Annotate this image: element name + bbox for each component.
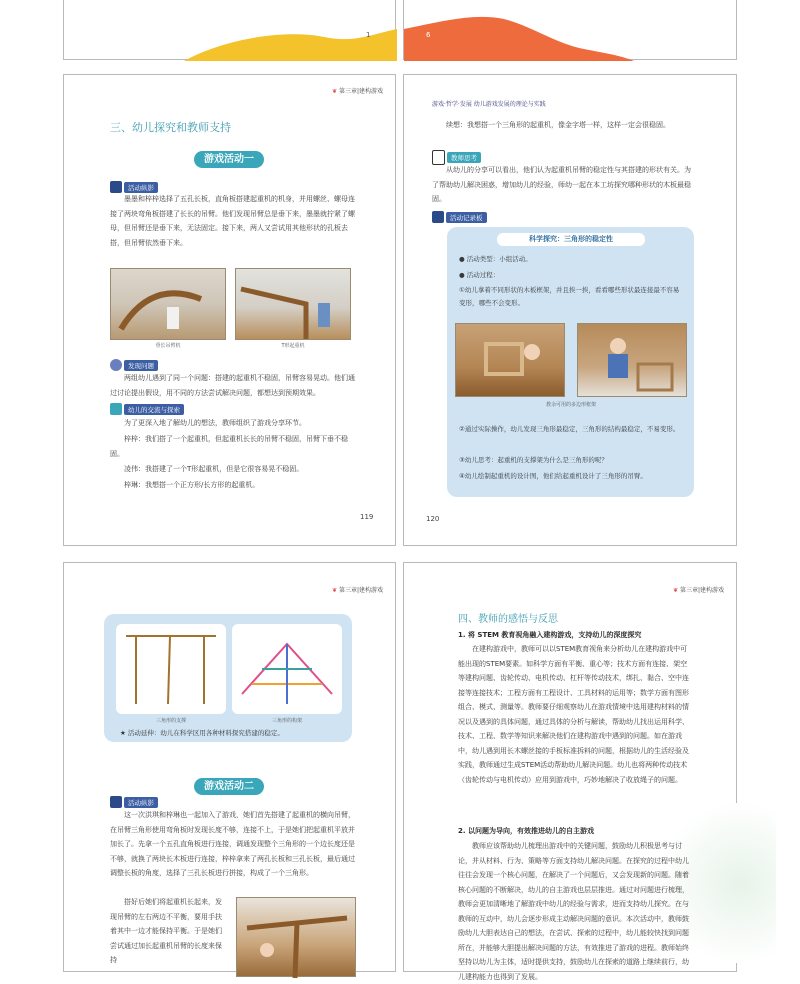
box-title: 科学探究：三角形的稳定性 (497, 233, 645, 246)
drawing-triangle-support (116, 624, 226, 714)
chapter-header: ❦ 第三章|建构游戏 (332, 587, 383, 594)
book-header: 游戏·哲学·发展 幼儿游戏发展的理论与实践 (432, 101, 546, 108)
science-inquiry-box (447, 227, 694, 497)
paragraph: 续想：我想搭一个三角形的起重机，像金字塔一样，这样一定会很稳固。 (446, 121, 670, 129)
photo-caption: 教余可用的多边形框架 (545, 402, 596, 408)
subheading: 2. 以问题为导向，有效推进幼儿的自主游戏 (458, 827, 594, 835)
bird-icon: ❦ (332, 88, 338, 95)
page-121 (63, 562, 396, 972)
photo-frames-1 (455, 323, 565, 397)
board-icon (432, 211, 444, 223)
paragraph: 这一次洪琪和梓琳也一起加入了游戏，她们首先搭建了起重机的横向吊臂，在吊臂三角形使用弯角板时发现长度不够，连接不上，于是她们把起重机平放并加长了。先拿一个五孔直角板进行连接，调通发现整个三角形的一个边长度还是不够，就换了两块长木板进行连接，梓梓拿来了两孔长板和三孔长板，最后通过调整长板的角度，选择了三孔长板进行拼接，构成了一个三角形。 (110, 811, 355, 877)
page-top-right (403, 0, 737, 60)
bird-icon: ❦ (673, 587, 679, 594)
page-120 (403, 74, 737, 546)
hand-icon (110, 403, 122, 415)
paragraph: 梓琳：我想搭一个正方形/长方形的起重机。 (124, 481, 260, 489)
drawing-caption: 三角形的支撑 (155, 718, 186, 724)
paragraph: 梓梓：我们搭了一个起重机，但起重机长长的吊臂不稳固，吊臂下垂不稳固。 (110, 435, 348, 458)
paragraph: 墨墨和梓梓选择了五孔长板，直角板搭建起重机的机身，并用螺丝、螺母连接了两块弯角板搭建了长长的吊臂。他们发现吊臂总是垂下来，墨墨就拧紧了螺母，但吊臂还是垂下来，无法固定。接下来，两人又尝试用其他形状的孔板去搭，但吊臂依然垂下来。 (110, 195, 355, 247)
tag-teacher-thinking: 教师思考 (432, 150, 481, 165)
page-119 (63, 74, 396, 546)
photo-caption: T形起重机 (281, 343, 305, 349)
chapter-header: ❦ 第三章|建构游戏 (332, 88, 383, 95)
list-item: ④幼儿绘制起重机的设计图，他们给起重机设计了三角形的吊臂。 (459, 472, 647, 480)
activity-pill: 游戏活动一 (194, 151, 264, 168)
subheading: 1. 将 STEM 教育视角融入建构游戏，支持幼儿的深度探究 (458, 631, 642, 639)
drawing-triangle-frame (232, 624, 342, 714)
tag-record-board: 活动记录板 (432, 211, 487, 223)
yellow-wave-decoration (64, 0, 397, 61)
drawing-box (104, 614, 352, 742)
section-title: 三、幼儿探究和教师支持 (110, 121, 231, 134)
tag-activity-scene: 活动纵影 (110, 796, 158, 808)
list-item: ③幼儿思考：起重机的支撑架为什么是三角形的呢？ (459, 456, 608, 464)
list-item: ● 活动类型：小组活动。 (459, 255, 532, 263)
film-icon (110, 796, 122, 808)
paragraph: 搭好后她们将起重机长起来，发现吊臂的左右两边不平衡，要用手扶着其中一边才能保持平衡。于是她们尝试通过加长起重机吊臂的长度来保持 (110, 898, 222, 964)
drawing-caption: 三角形的构架 (271, 718, 302, 724)
tag-exchange: 幼儿的交流与探索 (110, 403, 184, 415)
photo-caption: 垂长吊臂机 (155, 343, 181, 349)
paragraph: 两组幼儿遇到了同一个问题：搭建的起重机不稳固，吊臂容易晃动。他们通过讨论提出假设，用不同的方法尝试解决问题，都想达到预期效果。 (110, 374, 355, 397)
photo-crane-2 (235, 268, 351, 340)
bird-icon: ❦ (332, 587, 338, 594)
list-item: ②通过实际操作，幼儿发现三角形最稳定，三角形的结构最稳定，不易变形。 (459, 425, 680, 433)
page-number: 119 (360, 513, 374, 521)
tag-activity-scene: 活动纵影 (110, 181, 158, 193)
photo-crane-balance (236, 897, 356, 977)
section-title: 四、教师的感悟与反思 (458, 614, 558, 625)
orange-wave-decoration (404, 0, 738, 61)
paragraph: 为了更深入地了解幼儿的想法，教师组织了游戏分享环节。 (124, 419, 306, 427)
chapter-header: ❦ 第三章|建构游戏 (673, 587, 724, 594)
page-number: 120 (426, 515, 440, 523)
activity-pill: 游戏活动二 (194, 778, 264, 795)
photo-frames-2 (577, 323, 687, 397)
page-number: 1 (366, 31, 371, 39)
magnifier-icon (110, 359, 122, 371)
list-item: ①幼儿拿着不同形状的木板框架，并且挨一挨，看看哪些形状最连接最不容易变形，哪些不会变形。 (459, 286, 680, 307)
paragraph: 在建构游戏中，教师可以以STEM教育视角来分析幼儿在建构游戏中可能出现的STEM要素。如科学方面有平衡、重心等；技术方面有连接、架空等建构问题、齿轮传动、电机传动、杠杆等传动技术，绑扎、黏合、空中连接等连接技术；工程方面有工程设计、工具材料的运用等；数学方面有图形组合、模式、测量等。教师要仔细观察幼儿在游戏情境中选用建构材料的情况以及遇到的具体问题，通过具体的分析与解读，帮助幼儿找出运用科学、技术、工程、数学等知识来解决他们在建构游戏中遇到的问题。如在游戏中，幼儿遇到用长木螺丝接的手板标准拆料的问题，根据幼儿的生活经验及实践，教师通过生成STEM活动帮助幼儿解决问题。幼儿也将两种传动技术（齿轮传动与电机传动）应用到游戏中，巧妙地解决了收放绳子的问题。 (458, 645, 689, 784)
page-top-left (63, 0, 396, 60)
paragraph: 从幼儿的分享可以看出，他们认为起重机吊臂的稳定性与其搭建的形状有关。为了帮助幼儿解决困惑，增加幼儿的经验，师幼一起在本工坊探究哪种形状的木板最稳固。 (432, 166, 691, 203)
paragraph: 教师应该帮助幼儿梳理出游戏中的关键问题，鼓励幼儿积极思考与讨论，并从材料、行为、策略等方面支持幼儿解决问题。在探究的过程中幼儿往往会发现一个核心问题，在解决了一个问题后，又会发现新的问题。随着核心问题的不断解决，幼儿的自主游戏也层层推进。通过对问题进行梳理，教师会更加清晰地了解游戏中幼儿的经验与需求，进而支持幼儿探究。在与教师的互动中，幼儿会逐步形成主动解决问题的意识。本次活动中，教师鼓励幼儿大胆表达自己的想法，在尝试、探索的过程中，幼儿能较快找到问题所在，并能够大胆提出解决问题的方法，有效推进了游戏的进程。教师始终坚持以幼儿为主体，适时提供支持，鼓励幼儿在探索的道路上继续前行，幼儿建构能力也得到了发展。 (458, 842, 689, 981)
page-number: 6 (426, 31, 431, 39)
photo-crane-1 (110, 268, 226, 340)
page-122 (403, 562, 737, 981)
tag-problem: 发现问题 (110, 359, 158, 371)
paragraph: 凌伟：我搭建了一个T形起重机，但是它很容易晃不稳固。 (124, 465, 304, 473)
box-note: ★ 活动延伸：幼儿在科学区用各种材料探究搭建的稳定。 (120, 729, 284, 737)
list-item: ● 活动过程： (459, 271, 500, 279)
